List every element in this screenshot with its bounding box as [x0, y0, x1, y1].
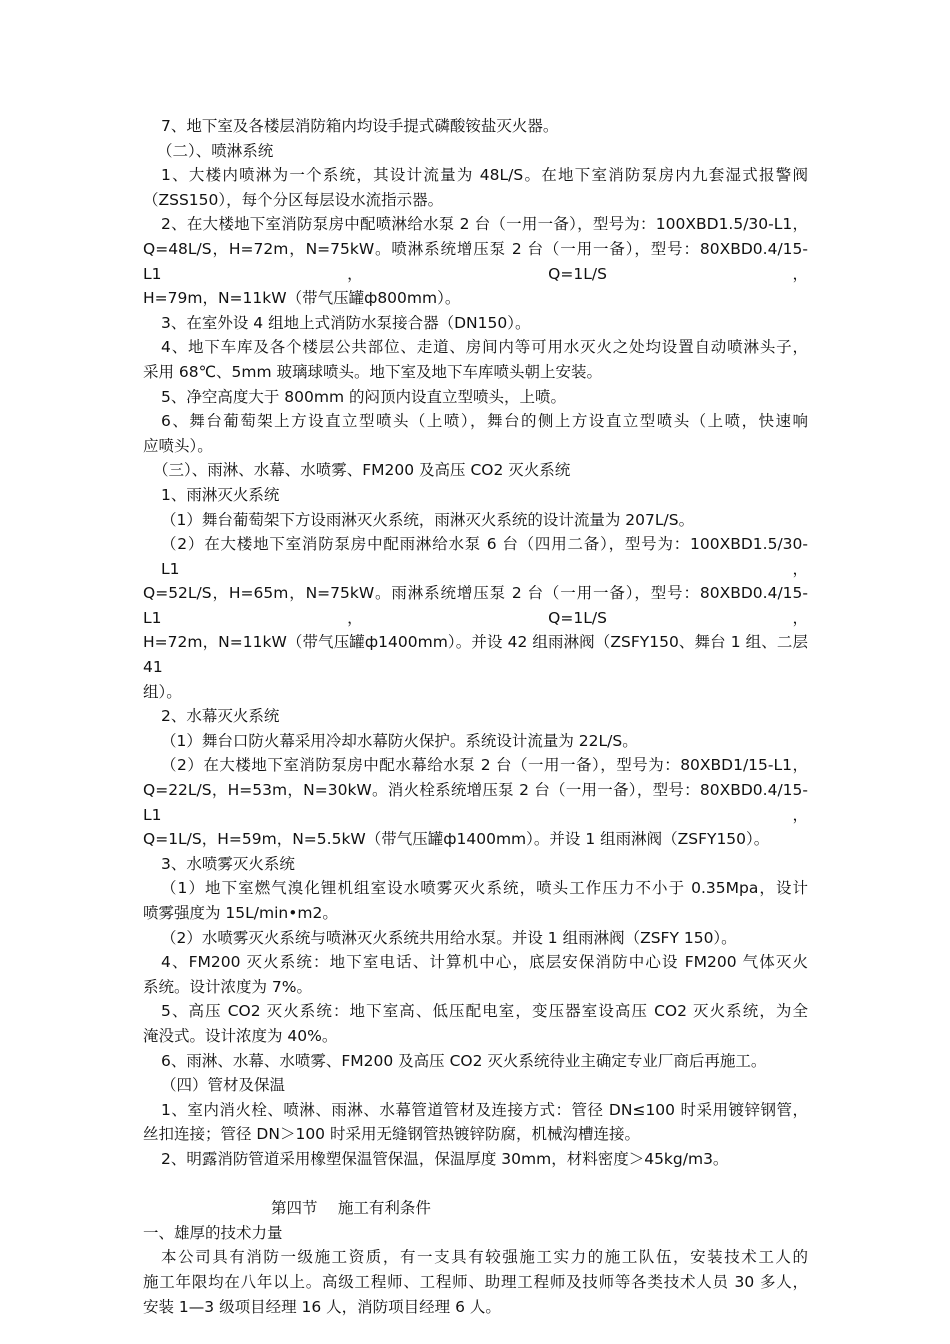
text-line: Q=52L/S，H=65m，N=75kW。雨淋系统增压泵 2 台（一用一备），型号：80XBD0.4/15-L1，Q=1L/S， — [143, 584, 808, 627]
text-line: 1、室内消火栓、喷淋、雨淋、水幕管道管材及连接方式：管径 DN≤100 时采用镀锌钢管， — [161, 1100, 808, 1119]
text-line: H=72m，N=11kW（带气压罐ф1400mm）。并设 42 组雨淋阀（ZSFY150、舞台 1 组、二层 41 — [143, 633, 808, 677]
text-line: （1）舞台口防火幕采用冷却水幕防火保护。系统设计流量为 22L/S。 — [161, 731, 638, 750]
text-line: 本公司具有消防一级施工资质，有一支具有较强施工实力的施工队伍，安装技术工人的 — [161, 1248, 808, 1267]
text-line: （三）、雨淋、水幕、水喷雾、FM200 及高压 CO2 灭火系统 — [153, 461, 571, 480]
text-line: 6、雨淋、水幕、水喷雾、FM200 及高压 CO2 灭火系统待业主确定专业厂商后再施工。 — [161, 1051, 767, 1070]
text-line: 施工年限均在八年以上。高级工程师、工程师、助理工程师及技师等各类技术人员 30 多人， — [143, 1272, 808, 1291]
text-line: 1、雨淋灭火系统 — [161, 485, 280, 504]
text-line: 5、高压 CO2 灭火系统：地下室高、低压配电室，变压器室设高压 CO2 灭火系统，为全 — [161, 1002, 808, 1021]
text-line: （1）舞台葡萄架下方设雨淋灭火系统，雨淋灭火系统的设计流量为 207L/S。 — [161, 510, 695, 529]
blank-line — [143, 1172, 808, 1197]
text-line: （1）地下室燃气溴化锂机组室设水喷雾灭火系统，喷头工作压力不小于 0.35Mpa，设计 — [161, 879, 808, 898]
text-line: 一、雄厚的技术力量 — [143, 1223, 283, 1242]
text-line: Q=48L/S，H=72m，N=75kW。喷淋系统增压泵 2 台（一用一备），型号：80XBD0.4/15-L1，Q=1L/S， — [143, 239, 808, 283]
text-line: 2、水幕灭火系统 — [161, 707, 280, 726]
text-line: 采用 68℃、5mm 玻璃球喷头。地下室及地下车库喷头朝上安装。 — [143, 362, 603, 381]
text-line: 应喷头）。 — [143, 436, 213, 455]
text-line: （2）水喷雾灭火系统与喷淋灭火系统共用给水泵。并设 1 组雨淋阀（ZSFY 150）。 — [161, 928, 737, 947]
text-line: （ZSS150），每个分区每层设水流指示器。 — [143, 190, 444, 209]
text-line: 3、在室外设 4 组地上式消防水泵接合器（DN150）。 — [161, 313, 531, 332]
text-line: 2、明露消防管道采用橡塑保温管保温，保温厚度 30mm，材料密度＞45kg/m3。 — [161, 1149, 729, 1168]
section-advantages — [143, 1221, 808, 1319]
text-line: 组）。 — [143, 682, 182, 701]
text-line: 7、地下室及各楼层消防箱内均设手提式磷酸铵盐灭火器。 — [161, 117, 559, 135]
text-line: 淹没式。设计浓度为 40%。 — [143, 1026, 338, 1045]
text-line: 丝扣连接；管径 DN＞100 时采用无缝钢管热镀锌防腐，机械沟槽连接。 — [143, 1125, 640, 1144]
text-line: （2）在大楼地下室消防泵房中配水幕给水泵 2 台（一用一备），型号为：80XBD1/15-L1， — [161, 756, 808, 775]
section-fire-systems — [143, 114, 808, 1172]
text-line: Q=1L/S，H=59m，N=5.5kW（带气压罐ф1400mm）。并设 1 组雨淋阀（ZSFY150）。 — [143, 830, 770, 849]
text-line: 5、净空高度大于 800mm 的闷顶内设直立型喷头，上喷。 — [161, 387, 566, 406]
text-line: 4、地下车库及各个楼层公共部位、走道、房间内等可用水灭火之处均设置自动喷淋头子， — [161, 338, 808, 357]
text-line: 2、在大楼地下室消防泵房中配喷淋给水泵 2 台（一用一备），型号为：100XBD1.5/30-L1， — [161, 215, 808, 234]
section-heading: 第四节 施工有利条件 — [271, 1199, 431, 1218]
text-line: （二）、喷淋系统 — [157, 141, 274, 160]
text-line: 1、大楼内喷淋为一个系统，其设计流量为 48L/S。在地下室消防泵房内九套湿式报警阀 — [161, 166, 808, 185]
text-line: （四）管材及保温 — [161, 1076, 286, 1095]
document-body — [143, 114, 808, 1319]
text-line: 喷雾强度为 15L/min•m2。 — [143, 904, 338, 922]
text-line: 安装 1—3 级项目经理 16 人，消防项目经理 6 人。 — [143, 1297, 501, 1316]
text-line: 系统。设计浓度为 7%。 — [143, 977, 313, 996]
text-line: （2）在大楼地下室消防泵房中配雨淋给水泵 6 台（四用二备），型号为：100XBD1.5/30-L1， — [161, 535, 808, 578]
text-line: H=79m，N=11kW（带气压罐ф800mm）。 — [143, 289, 461, 308]
text-line: 6、舞台葡萄架上方设直立型喷头（上喷），舞台的侧上方设直立型喷头（上喷，快速响 — [161, 412, 808, 431]
text-line: Q=22L/S，H=53m，N=30kW。消火栓系统增压泵 2 台（一用一备），型号：80XBD0.4/15-L1， — [143, 781, 808, 824]
text-line: 3、水喷雾灭火系统 — [161, 854, 295, 873]
text-line: 4、FM200 灭火系统：地下室电话、计算机中心，底层安保消防中心设 FM200 气体灭火 — [161, 953, 808, 972]
